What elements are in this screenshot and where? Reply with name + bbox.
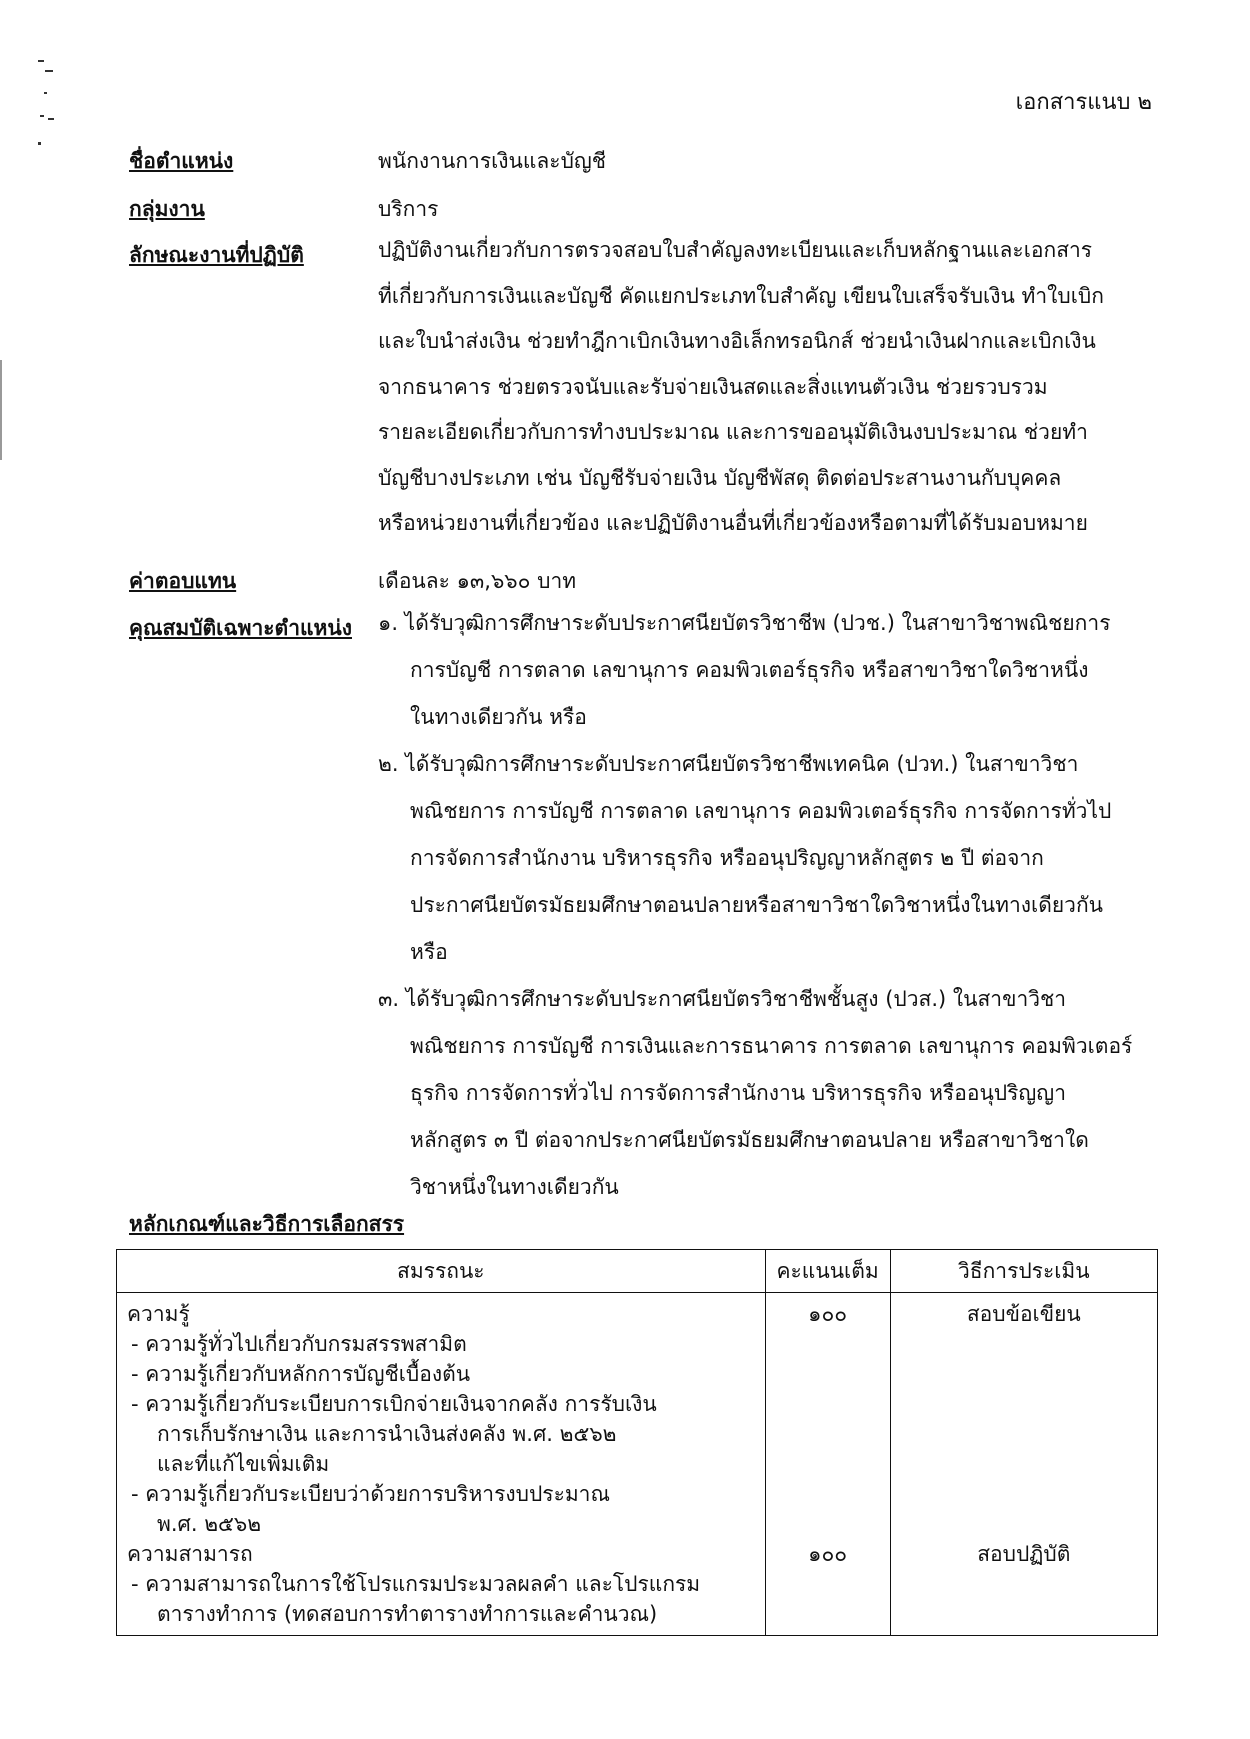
competency-line: พ.ศ. ๒๕๖๒ [157,1512,262,1536]
full-score-cell [765,1293,890,1540]
competency-cell [117,1293,766,1540]
competency-line: - ความรู้เกี่ยวกับระเบียบว่าด้วยการบริหารงบประมาณ [131,1482,610,1506]
duty-line: จากธนาคาร ช่วยตรวจนับและรับจ่ายเงินสดและสิ่งแทนตัวเงิน ช่วยรวบรวม [378,374,1048,399]
duty-line: หรือหน่วยงานที่เกี่ยวข้อง และปฏิบัติงานอื่นที่เกี่ยวข้องหรือตามที่ได้รับมอบหมาย [378,511,1088,535]
qualification-line: ๓. ได้รับวุฒิการศึกษาระดับประกาศนียบัตรวิชาชีพชั้นสูง (ปวส.) ในสาขาวิชา [378,987,1067,1011]
scan-mark [40,115,44,117]
competency-heading: ความสามารถ [127,1542,253,1566]
qualification-line: ๑. ได้รับวุฒิการศึกษาระดับประกาศนียบัตรวิชาชีพ (ปวช.) ในสาขาวิชาพณิชยการ [378,611,1111,635]
header-assessment-method: วิธีการประเมิน [890,1250,1157,1293]
full-score-value: ๑๐๐ [808,1542,848,1566]
qualification-item [378,741,1178,976]
competency-line: ตารางทำการ (ทดสอบการทำตารางทำการและคำนวณ) [157,1602,658,1626]
duty-label: ลักษณะงานที่ปฏิบัติ [129,243,304,267]
competency-cell [117,1539,766,1636]
qualification-line: หลักสูตร ๓ ปี ต่อจากประกาศนียบัตรมัธยมศึกษาตอนปลาย หรือสาขาวิชาใด [410,1128,1089,1152]
compensation-label: ค่าตอบแทน [129,569,237,593]
duty-line: ปฏิบัติงานเกี่ยวกับการตรวจสอบใบสำคัญลงทะเบียนและเก็บหลักฐานและเอกสาร [378,238,1093,262]
qualification-line: ในทางเดียวกัน หรือ [410,705,587,729]
qualification-list [378,600,1178,1211]
qualification-line: การบัญชี การตลาด เลขานุการ คอมพิวเตอร์ธุรกิจ หรือสาขาวิชาใดวิชาหนึ่ง [410,658,1089,682]
scan-mark [45,70,53,72]
header-full-score: คะแนนเต็ม [765,1250,890,1293]
scan-edge [0,360,2,460]
position-title-label: ชื่อตำแหน่ง [129,149,234,173]
qualification-line: การจัดการสำนักงาน บริหารธุรกิจ หรืออนุปริญญาหลักสูตร ๒ ปี ต่อจาก [410,846,1044,870]
qualification-line: วิชาหนึ่งในทางเดียวกัน [410,1175,619,1199]
scan-mark [48,118,54,120]
assessment-method-value: สอบปฏิบัติ [977,1542,1071,1566]
position-title-value: พนักงานการเงินและบัญชี [378,149,607,173]
header-competency: สมรรถนะ [117,1250,766,1293]
assessment-method-cell [890,1539,1157,1636]
duty-paragraph [378,228,1158,547]
selection-criteria-title: หลักเกณฑ์และวิธีการเลือกสรร [129,1212,405,1236]
qualification-line: ๒. ได้รับวุฒิการศึกษาระดับประกาศนียบัตรวิชาชีพเทคนิค (ปวท.) ในสาขาวิชา [378,752,1079,776]
competency-line: - ความรู้เกี่ยวกับหลักการบัญชีเบื้องต้น [131,1362,471,1386]
scan-mark [38,142,41,145]
duty-line: บัญชีบางประเภท เช่น บัญชีรับจ่ายเงิน บัญชีพัสดุ ติดต่อประสานงานกับบุคคล [378,465,1062,490]
duty-line: ที่เกี่ยวกับการเงินและบัญชี คัดแยกประเภทใบสำคัญ เขียนใบเสร็จรับเงิน ทำใบเบิก [378,283,1104,308]
table-header-row [117,1250,1158,1293]
duty-line: รายละเอียดเกี่ยวกับการทำงบประมาณ และการขออนุมัติเงินงบประมาณ ช่วยทำ [378,420,1088,444]
qualification-line: พณิชยการ การบัญชี การเงินและการธนาคาร การตลาด เลขานุการ คอมพิวเตอร์ [410,1034,1133,1058]
competency-line: และที่แก้ไขเพิ่มเติม [157,1452,330,1476]
qualification-label: คุณสมบัติเฉพาะตำแหน่ง [129,616,352,640]
attachment-number: เอกสารแนบ ๒ [1015,90,1152,115]
full-score-cell [765,1539,890,1636]
competency-line: - ความรู้เกี่ยวกับระเบียบการเบิกจ่ายเงินจากคลัง การรับเงิน [131,1392,657,1416]
competency-line: - ความสามารถในการใช้โปรแกรมประมวลผลคำ และโปรแกรม [131,1572,701,1596]
competency-line: การเก็บรักษาเงิน และการนำเงินส่งคลัง พ.ศ. ๒๕๖๒ [157,1422,617,1446]
work-group-value: บริการ [378,197,439,221]
qualification-item [378,600,1178,741]
criteria-table [116,1249,1158,1636]
assessment-method-value: สอบข้อเขียน [966,1302,1081,1326]
qualification-line: ธุรกิจ การจัดการทั่วไป การจัดการสำนักงาน บริหารธุรกิจ หรืออนุปริญญา [410,1081,1066,1105]
compensation-value: เดือนละ ๑๓,๖๖๐ บาท [378,569,577,593]
scan-mark [38,60,44,62]
full-score-value: ๑๐๐ [808,1302,848,1326]
table-row [117,1539,1158,1636]
qualification-line: หรือ [410,940,448,964]
competency-heading: ความรู้ [127,1302,190,1326]
work-group-label: กลุ่มงาน [129,197,205,221]
qualification-line: พณิชยการ การบัญชี การตลาด เลขานุการ คอมพิวเตอร์ธุรกิจ การจัดการทั่วไป [410,799,1112,823]
competency-line: - ความรู้ทั่วไปเกี่ยวกับกรมสรรพสามิต [131,1332,467,1356]
table-row [117,1293,1158,1540]
duty-line: และใบนำส่งเงิน ช่วยทำฎีกาเบิกเงินทางอิเล็กทรอนิกส์ ช่วยนำเงินฝากและเบิกเงิน [378,329,1096,353]
assessment-method-cell [890,1293,1157,1540]
qualification-line: ประกาศนียบัตรมัธยมศึกษาตอนปลายหรือสาขาวิชาใดวิชาหนึ่งในทางเดียวกัน [410,893,1104,917]
qualification-item [378,976,1178,1211]
scan-mark [44,92,47,94]
